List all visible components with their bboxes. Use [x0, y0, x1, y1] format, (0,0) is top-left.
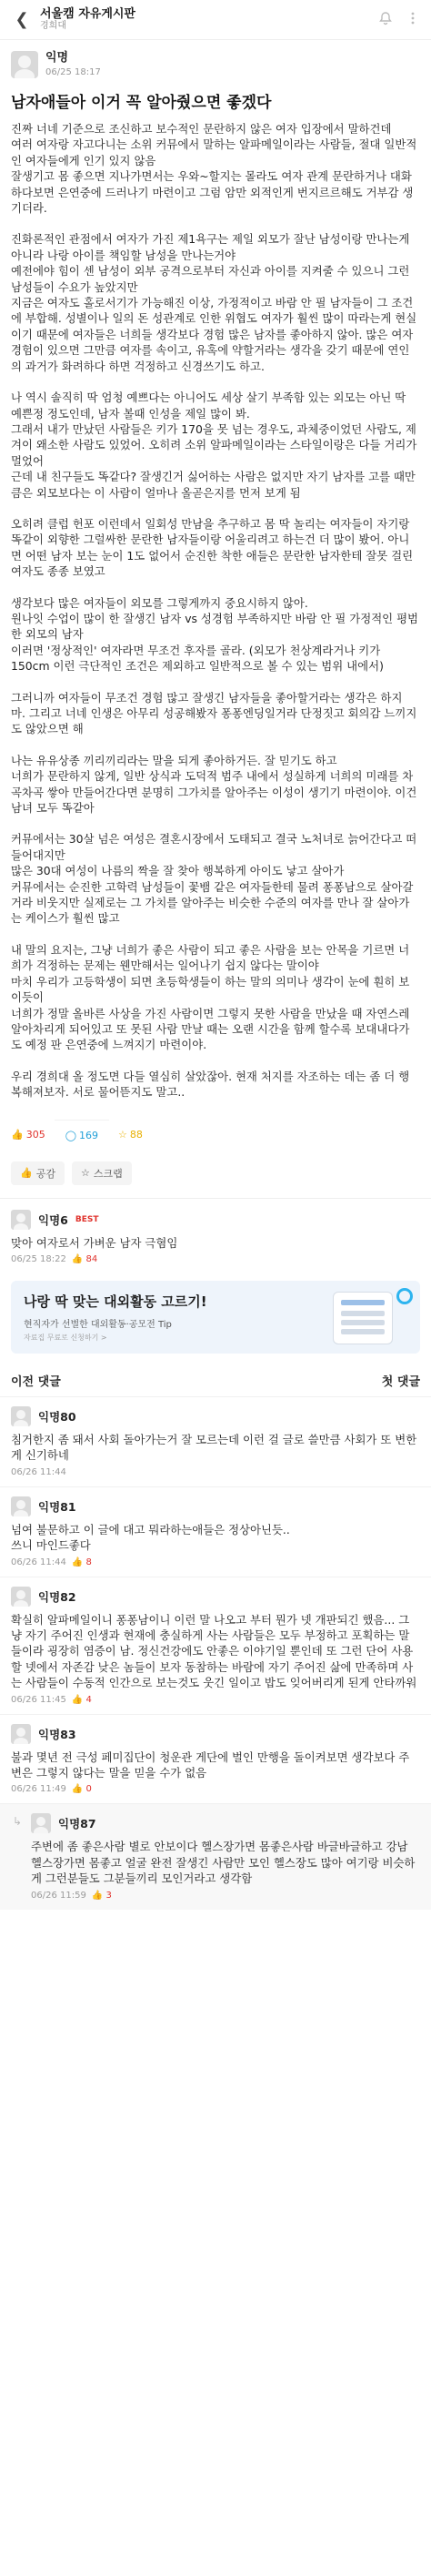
- post-body: [0, 117, 431, 1100]
- comment-header: [11, 1406, 420, 1426]
- post-paragraph: 내 말의 요지는, 그냥 너희가 좋은 사람이 되고 좋은 사람을 보는 안목을 기르면 너희가 걱정하는 문제는 웬만해서는 일어나기 쉽지 않다는 말이야 마치 우리가 고등학생이 되면 초등학생들이 하는 말의 의미나 생각이 눈에 훤히 보이듯이 너희가 정말 올바른 사상을 가진 사람이면 그렇지 못한 사람을 만났을 때 자연스레 알아차리게 되어있고 또 못된 사람 만날 때는 오랜 시간을 함께 할수록 보대내다가도 예정 판 은연중에 느껴지기 마련이야.: [11, 942, 410, 1052]
- comment-meta: [11, 1784, 420, 1794]
- comment-header: [31, 1813, 420, 1833]
- banner-note: 자료집 무료로 신청하기 >: [24, 1333, 107, 1342]
- banner-subtitle: 현직자가 선별한 대외활동·공모전 Tip: [24, 1319, 172, 1330]
- comment-time: 06/26 11:49: [11, 1784, 66, 1795]
- comment-header: [11, 1724, 420, 1744]
- thumbs-up-icon: 👍: [11, 1129, 24, 1141]
- previous-comments-tab[interactable]: 이전 댓글: [11, 1374, 61, 1389]
- comment-item[interactable]: [0, 1714, 431, 1804]
- board-school: 경희대: [40, 21, 66, 32]
- comment-like-value: 8: [85, 1557, 92, 1567]
- best-comment[interactable]: [0, 1199, 431, 1273]
- comment-time: 06/26 11:44: [11, 1557, 66, 1567]
- comment-list: [0, 1396, 431, 1910]
- logo-icon: [396, 1288, 413, 1304]
- comment-item[interactable]: [0, 1396, 431, 1486]
- comment-like-value: 0: [85, 1784, 92, 1795]
- comment-text: 넘여 불문하고 이 글에 대고 뭐라하는애들은 정상아닌듯.. 쓰니 마인드좋다: [11, 1522, 290, 1553]
- comment-time: 06/25 18:22: [11, 1253, 66, 1264]
- avatar: [11, 1587, 31, 1607]
- comment-header: [11, 1210, 420, 1230]
- chevron-left-icon: ❮: [15, 10, 29, 29]
- post-stats: [0, 1116, 431, 1154]
- first-comment-tab[interactable]: 첫 댓글: [381, 1374, 420, 1389]
- comment-item[interactable]: [0, 1486, 431, 1577]
- banner-title: 나랑 딱 맞는 대외활동 고르기!: [24, 1293, 207, 1310]
- top-bar: [0, 0, 431, 40]
- comment-text: 주변에 좀 좋은사람 별로 안보이다 헬스장가면 몸좋은사람 바글바글하고 강남 헬스장가면 몸좋고 얼굴 완전 잘생긴 사람만 모인 헬스장도 많아 여기랑 비슷하게 그런분들도 그분들끼리 모인거라고 생각함: [31, 1840, 416, 1886]
- post-time: 06/25 18:17: [45, 66, 101, 77]
- bell-icon[interactable]: [378, 11, 393, 29]
- like-button-label: 공감: [35, 1167, 55, 1180]
- avatar: [11, 1406, 31, 1426]
- comment-item[interactable]: [0, 1577, 431, 1714]
- avatar: [11, 1724, 31, 1744]
- back-button[interactable]: [11, 9, 33, 31]
- comment-author: 익명81: [38, 1499, 76, 1514]
- scrap-button[interactable]: [72, 1161, 132, 1185]
- topbar-icons: [378, 11, 420, 29]
- thumbs-up-icon: 👍: [20, 1167, 33, 1180]
- comment-meta: [11, 1557, 420, 1567]
- post-title: 남자애들아 이거 꼭 알아줬으면 좋겠다: [11, 94, 272, 112]
- like-count-value: 305: [25, 1129, 45, 1141]
- comment-meta: [11, 1467, 420, 1477]
- ad-banner[interactable]: [11, 1281, 420, 1354]
- comment-time: 06/26 11:44: [11, 1466, 66, 1477]
- comment-meta: [31, 1891, 420, 1901]
- comment-author: 익명80: [38, 1409, 76, 1424]
- scrap-button-label: 스크랩: [93, 1167, 123, 1180]
- post-paragraph: 커뮤에서는 30살 넘은 여성은 결혼시장에서 도태되고 결국 노처녀로 늙어간다고 떠들어대지만 많은 30대 여성이 나름의 짝을 잘 찾아 행복하게 아이도 낳고 살아가 커뮤에서는 순진한 고학력 남성들이 꽃뱀 같은 여자들한테 물려 퐁퐁남으로 살아갈거라 비웃지만 실제로는 그 가치를 알아주는 비슷한 수준의 여자를 만나 잘 살아가는 케이스가 훨씬 많고: [11, 832, 417, 926]
- comment-time: 06/26 11:59: [31, 1890, 86, 1901]
- comment-tabs: [0, 1361, 431, 1396]
- best-badge: BEST: [75, 1214, 99, 1224]
- comment-like: 👍 84: [71, 1253, 98, 1264]
- comment-count: [55, 1120, 109, 1151]
- comment-text: 맞아 여자로서 가벼운 남자 극혐임: [11, 1235, 178, 1250]
- phone-illustration-icon: [333, 1292, 393, 1344]
- comment-header: [11, 1587, 420, 1607]
- star-icon: ☆: [118, 1129, 127, 1141]
- speech-bubble-icon: ◯: [65, 1129, 77, 1141]
- comment-time: 06/26 11:45: [11, 1694, 66, 1705]
- comment-text: 침거한지 좀 돼서 사회 돌아가는거 잘 모르는데 이런 걸 글로 쓸만큼 사회가 또 변한게 신기하네: [11, 1432, 417, 1463]
- comment-like: 👍 0: [71, 1784, 92, 1795]
- comment-header: [11, 1496, 420, 1516]
- board-info: [40, 7, 378, 33]
- comment-meta: [11, 1695, 420, 1705]
- scrap-count-value: 88: [129, 1129, 143, 1141]
- post-paragraph: 생각보다 많은 여자들이 외모를 그렇게까지 중요시하지 않아. 원나잇 수업이 많이 한 잘생긴 남자 vs 성경험 부족하지만 바람 안 필 가정적인 평범한 외모의 남자 이러면 '정상적인' 여자라면 무조건 후자를 골라. (외모가 천상계라거나 키가 150cm 이런 극단적인 조건은 제외하고 일반적으로 볼 수 있는 범위 내에서): [11, 595, 419, 674]
- post-paragraph: 나는 유유상종 끼리끼리라는 말을 되게 좋아하거든. 잘 믿기도 하고 너희가 문란하지 않게, 일반 상식과 도덕적 범주 내에서 성실하게 너희의 미래를 차곡차곡 쌓아 만들어간다면 분명히 그가치를 알아주는 이성이 생기기 마련이야. 이건 남녀 모두 똑같아: [11, 753, 417, 816]
- author-meta: [45, 51, 101, 78]
- comment-like-value: 84: [85, 1253, 98, 1264]
- avatar: [31, 1813, 51, 1833]
- scrap-count: [118, 1120, 143, 1151]
- comment-author: 익명87: [58, 1817, 96, 1831]
- post-paragraph: 그러니까 여자들이 무조건 경험 많고 잘생긴 남자들을 좋아할거라는 생각은 하지 마. 그리고 너네 인생은 아무리 성공해봤자 퐁퐁엔딩일거라 단정짓고 회의감 느끼지도 않았으면 해: [11, 690, 417, 736]
- more-icon[interactable]: [406, 11, 420, 29]
- comment-like: 👍 3: [91, 1890, 112, 1901]
- like-count: [11, 1120, 45, 1151]
- comment-count-value: 169: [79, 1129, 99, 1141]
- comment-meta: [11, 1254, 420, 1264]
- avatar: [11, 1210, 31, 1230]
- comment-text: 불과 몇년 전 극성 페미집단이 청운관 게단에 벌인 만행을 돌이켜보면 생각보다 주변은 그렇지 않다는 말을 믿을 수가 없음: [11, 1749, 410, 1780]
- comment-author: 익명6: [38, 1212, 68, 1227]
- post-author: [0, 40, 431, 84]
- comment-like-value: 4: [85, 1694, 92, 1705]
- board-name: 서울캠 자유게시판: [40, 6, 135, 21]
- post-paragraph: 오히려 클럽 헌포 이런데서 일회성 만남을 추구하고 몸 딱 놀리는 여자들이 자기랑 똑같이 외향한 그럴싸한 문란한 남자들이랑 어울리려고 하는건 더 많이 봤어. 아니면 어떤 남자 보는 눈이 1도 없어서 순진한 착한 애들은 문란한 남자한테 잘못 걸린 여자도 종종 보였고: [11, 516, 414, 579]
- post-actions: [0, 1154, 431, 1198]
- post-paragraph: 진화론적인 관점에서 여자가 가진 제1욕구는 제일 외모가 잘난 남성이랑 만나는게 아니라 나랑 아이를 책임할 남성을 만나는거야 예전에야 힘이 센 남성이 외부 공격으로부터 자신과 아이를 지켜줄 수 있으니 그런 남성들이 수요가 높았지만 지금은 여자도 홀로서기가 가능해진 이상, 가정적이고 바람 안 필 남자들이 그 조건에 부합해. 성별이나 일의 돈 성관계로 인한 위협도 여자가 훨씬 많이 따라는게 현실이기 때문에 여자들은 너희들 생각보다 경험 많은 남자를 좋아하지 않아. 많은 여자경험이 있으면 그만큼 여자를 속이고, 유혹에 약할거라는 생각을 갖기 때문에 연인의 과거가 화려하다 하면 걱정하고 신경쓰기도 하고.: [11, 232, 417, 373]
- reply-item[interactable]: [0, 1803, 431, 1909]
- like-button[interactable]: [11, 1161, 65, 1185]
- comment-author: 익명82: [38, 1589, 76, 1604]
- reply-arrow-icon: ↳: [13, 1815, 23, 1829]
- comment-text: 확실히 알파메일이니 퐁퐁남이니 이런 말 나오고 부터 뭔가 넷 개판되긴 했음... 그냥 자기 주어진 인생과 현재에 충실하게 사는 사람들은 모두 부정하고 포획하는 말들이라 굉장히 염증이 남. 정신건강에도 안좋은 이야기일 뿐인데 또 그런 단어 사용할 넷에서 자존감 낮은 놈들이 보자 동참하는 바람에 자기 주어진 삶에 만족하며 사는 사람들이 수동적 인간으로 보는것도 웃긴 일이고 밥도 잊어버리게 된게 안타까워: [11, 1612, 417, 1690]
- comment-author: 익명83: [38, 1727, 76, 1741]
- post-paragraph: 진짜 너네 기준으로 조신하고 보수적인 문란하지 않은 여자 입장에서 말하건데 여러 여자랑 자고다니는 소위 커뮤에서 말하는 알파메일이라는 사람들, 절대 일반적인 여자들에게 인기 있지 않음 잘생기고 몸 좋으면 지나가면서는 우와~할지는 몰라도 여자 관계 문란하거나 대화하다보면 은연중에 드러나기 마련이고 그럼 암만 외적인게 번지르르해도 거부감 생기더라.: [11, 122, 417, 216]
- star-icon: ☆: [80, 1167, 90, 1180]
- author-name: 익명: [45, 51, 69, 66]
- comment-like: 👍 4: [71, 1694, 92, 1705]
- avatar: [11, 51, 38, 78]
- avatar: [11, 1496, 31, 1516]
- comment-like: 👍 8: [71, 1557, 92, 1567]
- comment-like-value: 3: [105, 1890, 112, 1901]
- post-paragraph: 우리 경희대 올 정도면 다들 열심히 살았잖아. 현재 처지를 자조하는 데는 좀 더 행복해져보자. 서로 물어뜯지도 말고..: [11, 1069, 410, 1100]
- post-paragraph: 나 역시 솔직히 딱 엄청 예쁘다는 아니어도 세상 살기 부족함 있는 외모는 아닌 딱 예쁜정 정도인데, 남자 볼때 인성을 제일 많이 봐. 그래서 내가 만났던 사람들은 키가 170을 못 넘는 경우도, 과체중이었던 사람도, 제겨이 왜소한 사람도 있었어. 오히려 소위 알파메일이라는 스타일이랑은 다들 거리가 멀었어 근데 내 친구들도 똑같다? 잘생긴거 싫어하는 사람은 없지만 자기 남자를 고를 때만큼은 외모보다는 이 사람이 얼마나 올곧은지를 먼저 보게 됨: [11, 390, 417, 500]
